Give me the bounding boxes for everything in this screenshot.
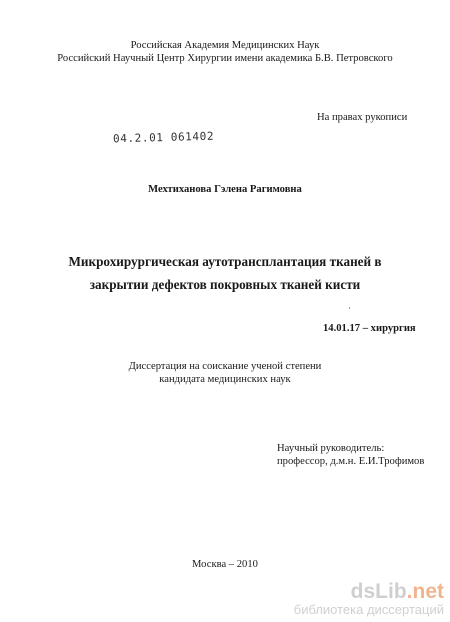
degree-line-1: Диссертация на соискание ученой степени xyxy=(128,361,322,372)
supervisor-name: профессор, д.м.н. Е.И.Трофимов xyxy=(277,456,425,467)
dslib-subtitle: библиотека диссертаций xyxy=(293,602,444,617)
dissertation-title-line-1: Микрохирургическая аутотрансплантация тканей в xyxy=(68,254,382,269)
academy-name: Российская Академия Медицинских Наук xyxy=(130,40,320,51)
dslib-logo-accent: .net xyxy=(406,580,444,603)
degree-line-2: кандидата медицинских наук xyxy=(159,374,291,385)
author-name: Мехтиханова Гэлена Рагимовна xyxy=(148,184,302,195)
dslib-logo xyxy=(294,582,444,602)
place-and-year: Москва – 2010 xyxy=(192,559,258,570)
dslib-logo-main: dsLib xyxy=(350,580,407,603)
archive-stamp: 04.2.01 061402 xyxy=(112,129,215,146)
research-center-name: Российский Научный Центр Хирургии имени академика Б.В. Петровского xyxy=(57,53,393,64)
specialty-code: 14.01.17 – хирургия xyxy=(323,323,416,334)
supervisor-label: Научный руководитель: xyxy=(277,443,385,454)
dissertation-title-line-2: закрытии дефектов покровных тканей кисти xyxy=(89,277,361,292)
scan-speck xyxy=(349,307,350,309)
dslib-watermark xyxy=(294,582,444,617)
manuscript-rights-note: На правах рукописи xyxy=(317,112,408,123)
